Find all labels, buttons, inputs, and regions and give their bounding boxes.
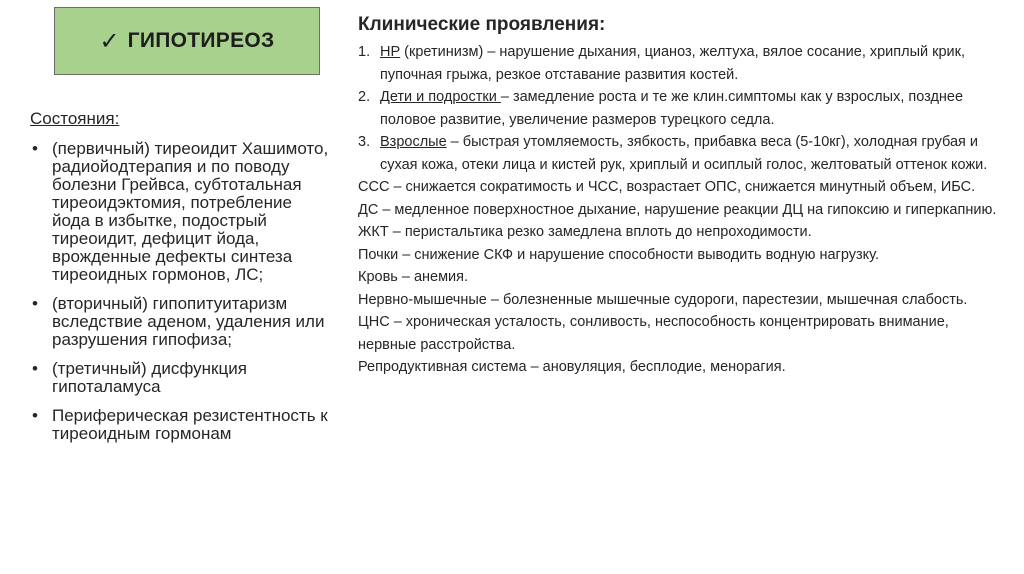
term-children: Дети и подростки <box>380 89 501 105</box>
system-line-reproductive: Репродуктивная система – ановуляция, бесплодие, менорагия. <box>358 359 786 375</box>
condition-item-primary: • (первичный) тиреоидит Хашимото, радиойодтерапия и по поводу болезни Грейвса, субтотальная тиреоидэктомия, потребление йода в избытке, подострый тиреоидит, дефицит йода, врожденные дефекты синтеза тиреоидных гормонов, ЛС; <box>30 140 330 284</box>
system-line-gastro: ЖКТ – перистальтика резко замедлена вплоть до непроходимости. <box>358 224 812 240</box>
system-line-blood: Кровь – анемия. <box>358 269 469 285</box>
clinical-panel <box>358 12 1010 379</box>
system-line-cardio: ССС – снижается сократимость и ЧСС, возрастает ОПС, снижается минутный объем, ИБС. <box>358 179 976 195</box>
description-adults: – быстрая утомляемость, зябкость, прибавка веса (5-10кг), холодная грубая и сухая кожа, отеки лица и кистей рук, хриплый и осиплый голос, желтоватый оттенок кожи. <box>380 134 988 173</box>
conditions-list <box>30 140 330 443</box>
clinical-heading: Клинические проявления: <box>358 14 606 35</box>
system-line-neuromuscular: Нервно-мышечные – болезненные мышечные судороги, парестезии, мышечная слабость. <box>358 291 968 308</box>
list-number: 2. <box>358 89 371 105</box>
conditions-panel <box>30 108 330 454</box>
condition-item-tertiary: • (третичный) дисфункция гипоталамуса <box>30 360 330 396</box>
term-adults: Взрослые <box>380 134 447 150</box>
condition-item-peripheral: • Периферическая резистентность к тиреоидным гормонам <box>30 407 330 443</box>
age-group-item-children <box>358 86 1010 131</box>
age-group-item-adults <box>358 131 1010 176</box>
system-line-cns: ЦНС – хроническая усталость, сонливость, неспособность концентрировать внимание, нервные расстройства. <box>358 314 949 353</box>
condition-item-secondary: • (вторичный) гипопитуитаризм вследствие аденом, удаления или разрушения гипофиза; <box>30 295 330 349</box>
system-line-kidneys: Почки – снижение СКФ и нарушение способности выводить водную нагрузку. <box>358 246 879 263</box>
term-newborn: НР <box>380 44 401 60</box>
system-line-respiratory: ДС – медленное поверхностное дыхание, нарушение реакции ДЦ на гипоксию и гиперкапнию. <box>358 201 997 218</box>
slide-title: ГИПОТИРЕОЗ <box>127 29 275 52</box>
title-box <box>54 7 320 75</box>
description-children: – замедление роста и те же клин.симптомы как у взрослых, позднее половое развитие, увеличение размеров турецкого седла. <box>380 89 964 128</box>
conditions-heading: Состояния: <box>30 109 120 128</box>
age-group-list <box>358 41 1010 176</box>
checkmark-icon: ✓ <box>99 27 120 55</box>
description-newborn: (кретинизм) – нарушение дыхания, цианоз, желтуха, вялое сосание, хриплый крик, пупочная грыжа, резкое отставание развития костей. <box>380 44 966 83</box>
list-number: 3. <box>358 134 371 150</box>
list-number: 1. <box>358 44 371 60</box>
age-group-item-newborn <box>358 41 1010 86</box>
